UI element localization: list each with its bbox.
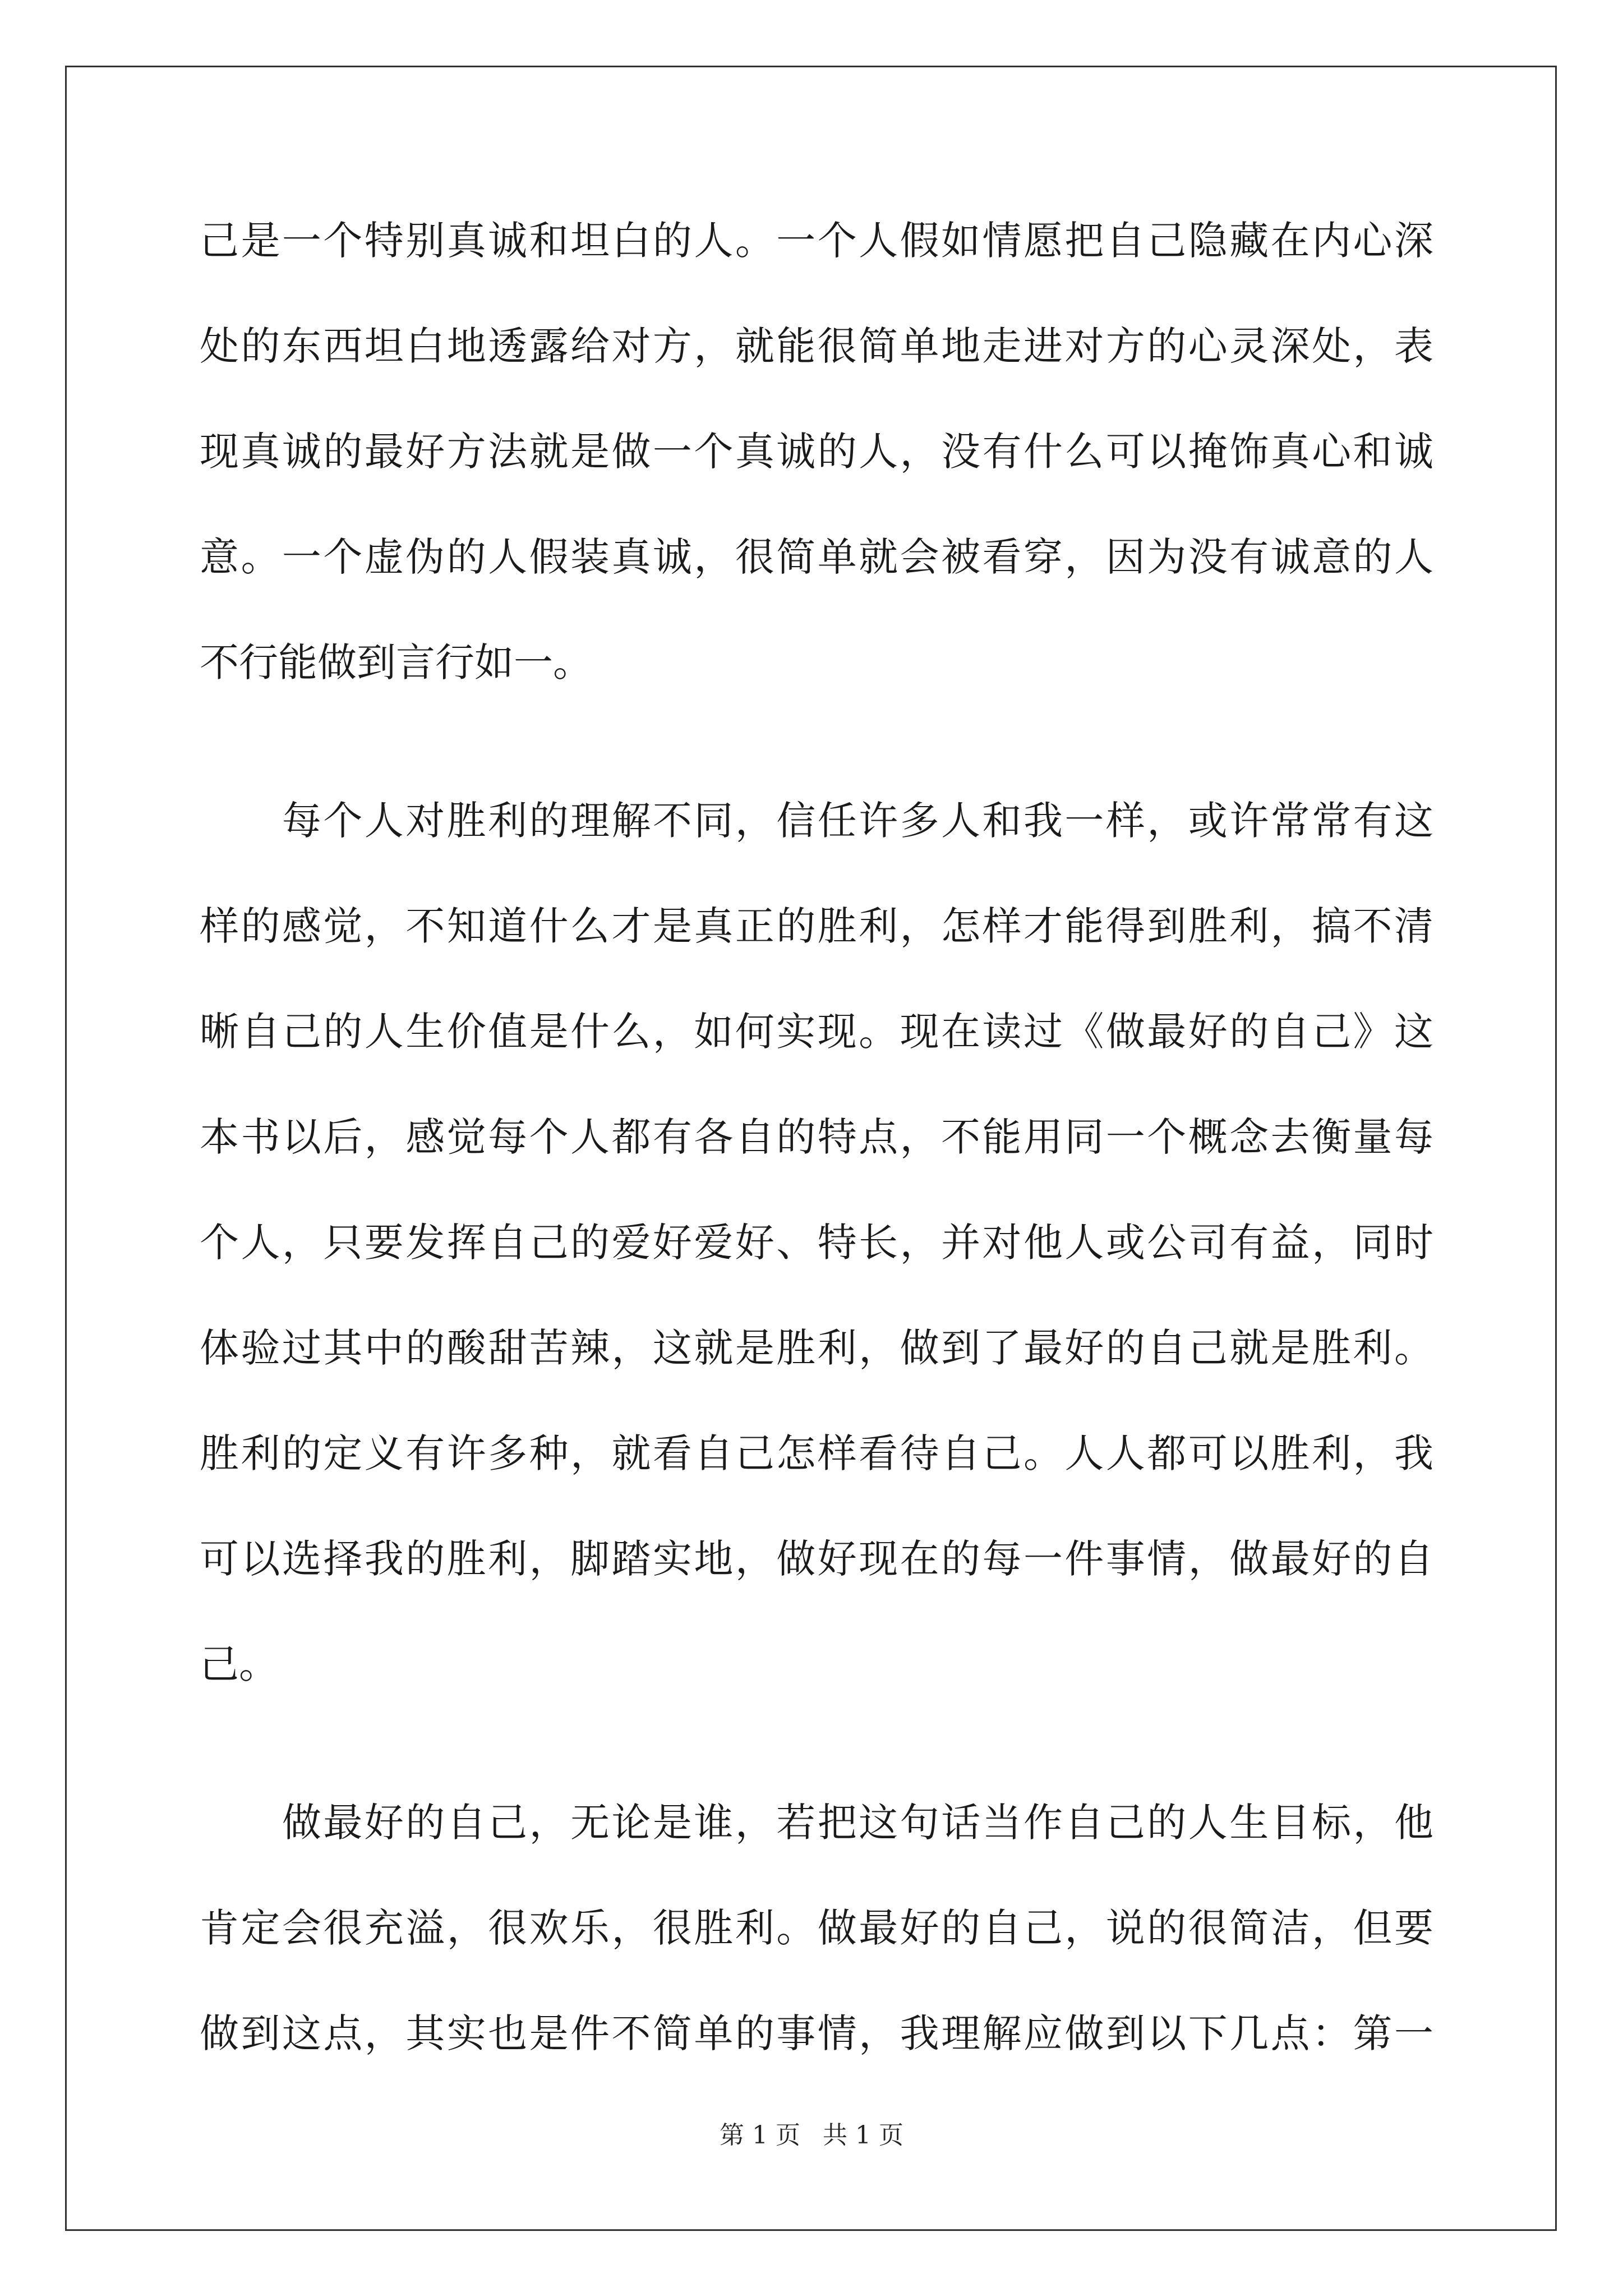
document-body — [200, 188, 1433, 2086]
text-line: 每个人对胜利的理解不同，信任许多人和我一样，或许常常有这 — [200, 798, 1433, 844]
text-line: 不行能做到言行如一。 — [200, 639, 592, 685]
text-line: 肯定会很充溢，很欢乐，很胜利。做最好的自己，说的很简洁，但要 — [200, 1905, 1433, 1951]
text-line: 意。一个虚伪的人假装真诚，很简单就会被看穿，因为没有诚意的人 — [200, 534, 1433, 580]
text-line: 做最好的自己，无论是谁，若把这句话当作自己的人生目标，他 — [200, 1800, 1433, 1846]
text-line: 个人，只要发挥自己的爱好爱好、特长，并对他人或公司有益，同时 — [200, 1220, 1433, 1266]
page-total: 共 1 页 — [823, 2121, 903, 2150]
text-line: 本书以后，感觉每个人都有各自的特点，不能用同一个概念去衡量每 — [200, 1114, 1433, 1160]
text-line: 己。 — [200, 1641, 278, 1687]
text-line: 可以选择我的胜利，脚踏实地，做好现在的每一件事情，做最好的自 — [200, 1536, 1433, 1582]
text-line: 样的感觉，不知道什么才是真正的胜利，怎样才能得到胜利，搞不清 — [200, 903, 1433, 949]
text-line: 晰自己的人生价值是什么，如何实现。现在读过《做最好的自己》这 — [200, 1009, 1433, 1055]
page-footer — [0, 2115, 1623, 2151]
text-line: 胜利的定义有许多种，就看自己怎样看待自己。人人都可以胜利，我 — [200, 1430, 1433, 1476]
text-line: 处的东西坦白地透露给对方，就能很简单地走进对方的心灵深处，表 — [200, 323, 1433, 369]
text-line: 现真诚的最好方法就是做一个真诚的人，没有什么可以掩饰真心和诚 — [200, 429, 1433, 475]
text-line: 做到这点，其实也是件不简单的事情，我理解应做到以下几点：第一 — [200, 2010, 1433, 2056]
page-number: 第 1 页 — [720, 2121, 800, 2150]
text-line: 己是一个特别真诚和坦白的人。一个人假如情愿把自己隐藏在内心深 — [200, 218, 1433, 264]
text-line: 体验过其中的酸甜苦辣，这就是胜利，做到了最好的自己就是胜利。 — [200, 1325, 1433, 1371]
